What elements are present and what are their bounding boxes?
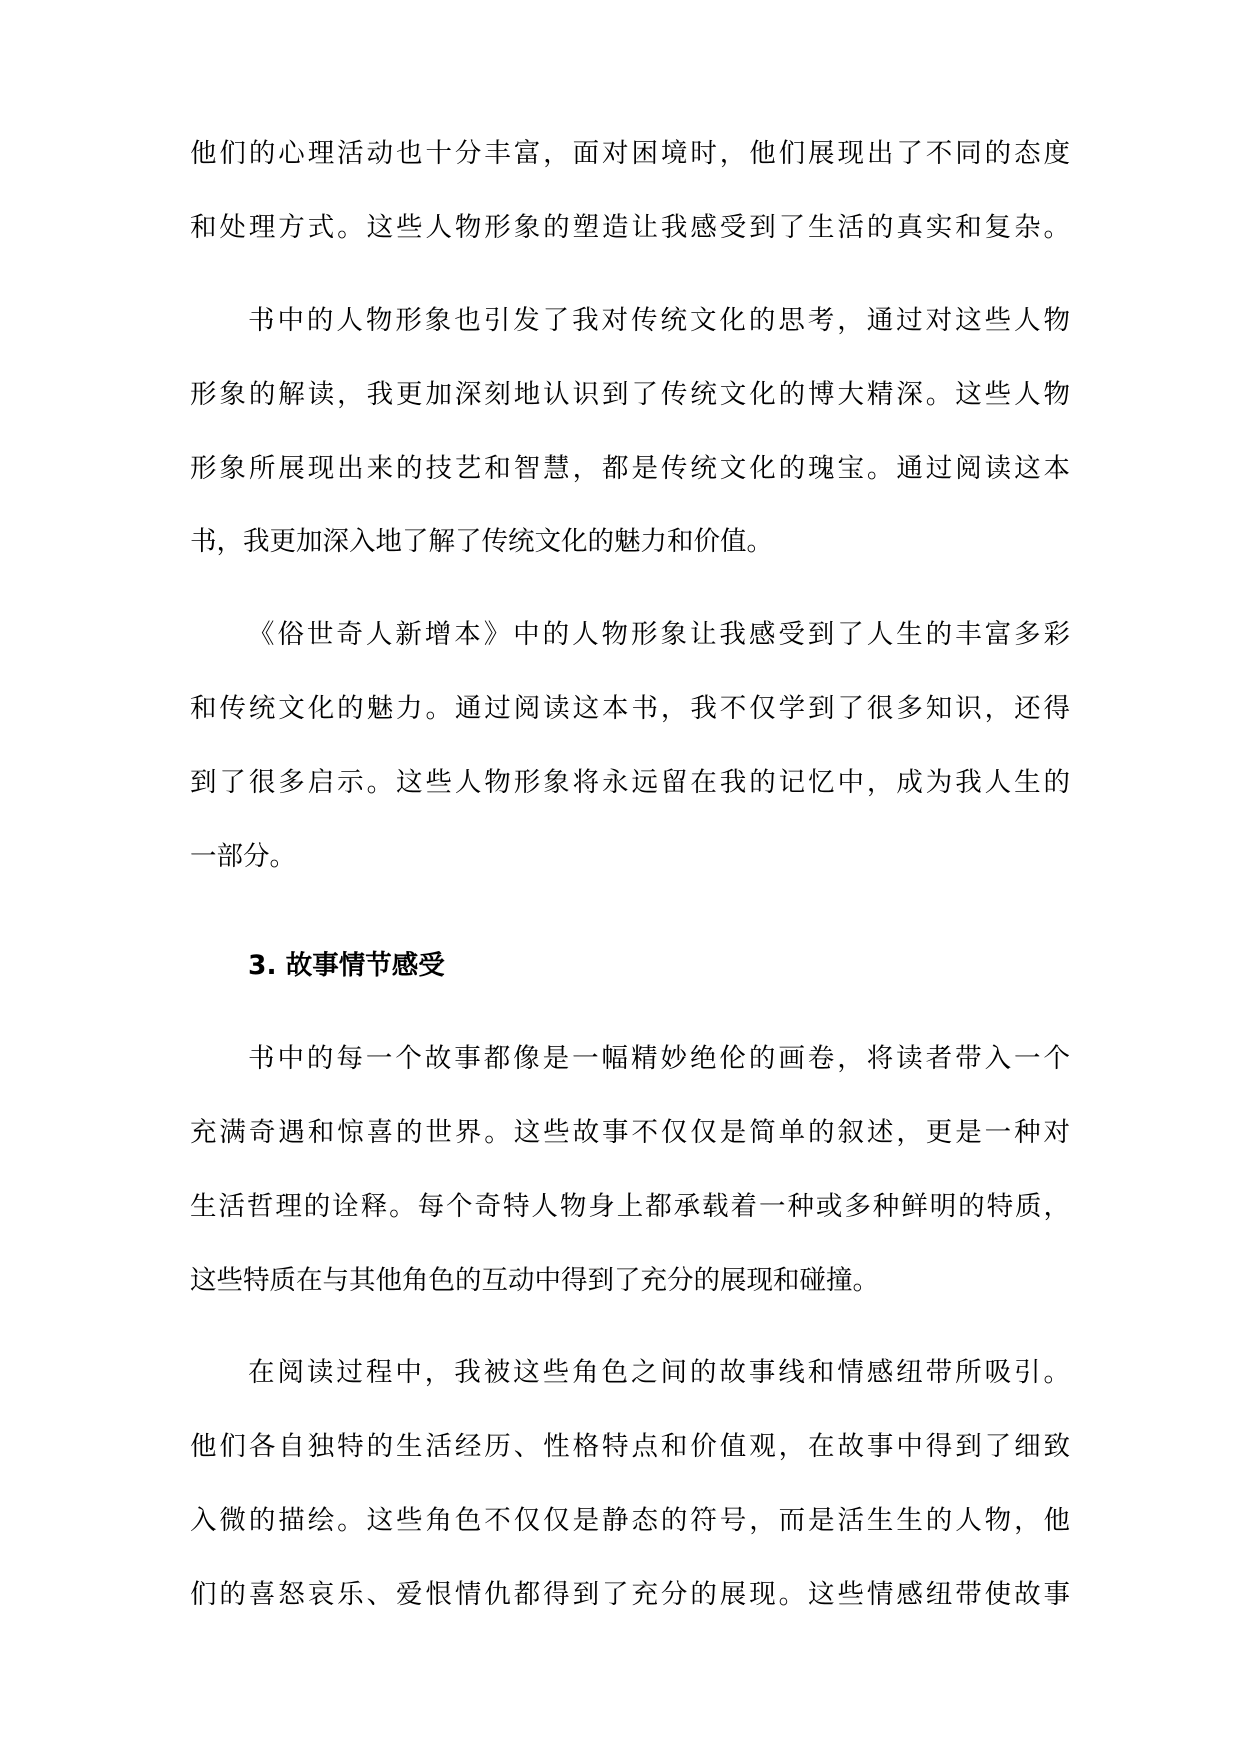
paragraph-line: 他们的心理活动也十分丰富，面对困境时，他们展现出了不同的态度 <box>190 138 1070 169</box>
section-heading: 3. 故事情节感受 <box>248 950 445 981</box>
paragraph-line: 们的喜怒哀乐、爱恨情仇都得到了充分的展现。这些情感纽带使故事 <box>190 1579 1070 1610</box>
paragraph-line: 形象的解读，我更加深刻地认识到了传统文化的博大精深。这些人物 <box>190 379 1070 410</box>
paragraph-line: 充满奇遇和惊喜的世界。这些故事不仅仅是简单的叙述，更是一种对 <box>190 1117 1070 1148</box>
paragraph-line: 书，我更加深入地了解了传统文化的魅力和价值。 <box>190 526 773 557</box>
paragraph-line: 书中的每一个故事都像是一幅精妙绝伦的画卷，将读者带入一个 <box>248 1043 1070 1074</box>
paragraph-line: 和处理方式。这些人物形象的塑造让我感受到了生活的真实和复杂。 <box>190 212 1070 243</box>
paragraph-line: 到了很多启示。这些人物形象将永远留在我的记忆中，成为我人生的 <box>190 767 1070 798</box>
paragraph-line: 书中的人物形象也引发了我对传统文化的思考，通过对这些人物 <box>248 305 1070 336</box>
paragraph-line: 他们各自独特的生活经历、性格特点和价值观，在故事中得到了细致 <box>190 1431 1070 1462</box>
paragraph-line: 形象所展现出来的技艺和智慧，都是传统文化的瑰宝。通过阅读这本 <box>190 453 1070 484</box>
paragraph-line: 生活哲理的诠释。每个奇特人物身上都承载着一种或多种鲜明的特质， <box>190 1191 1070 1222</box>
paragraph-line: 入微的描绘。这些角色不仅仅是静态的符号，而是活生生的人物，他 <box>190 1505 1070 1536</box>
paragraph-line: 一部分。 <box>190 841 296 872</box>
paragraph-line: 《俗世奇人新增本》中的人物形象让我感受到了人生的丰富多彩 <box>248 619 1070 650</box>
paragraph-line: 和传统文化的魅力。通过阅读这本书，我不仅学到了很多知识，还得 <box>190 693 1070 724</box>
paragraph-line: 在阅读过程中，我被这些角色之间的故事线和情感纽带所吸引。 <box>248 1357 1070 1388</box>
paragraph-line: 这些特质在与其他角色的互动中得到了充分的展现和碰撞。 <box>190 1265 879 1296</box>
